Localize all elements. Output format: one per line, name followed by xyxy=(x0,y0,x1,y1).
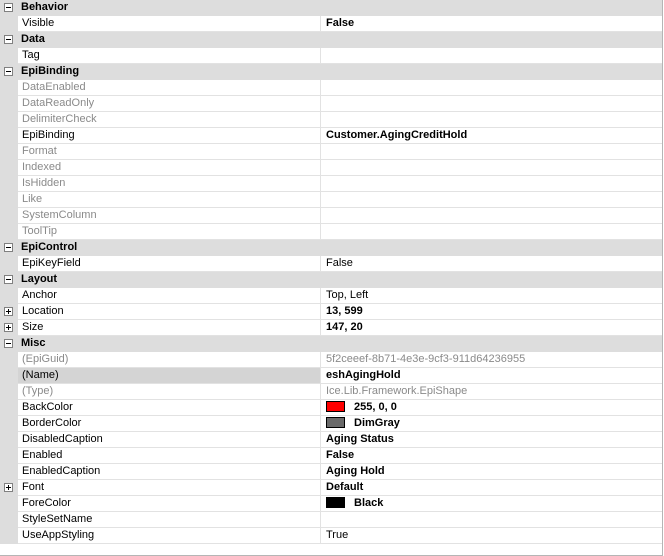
property-value[interactable] xyxy=(322,368,662,383)
category-label: Layout xyxy=(21,273,58,285)
property-name: (Type) xyxy=(18,384,321,399)
property-value-text: 5f2ceeef-8b71-4e3e-9cf3-911d64236955 xyxy=(326,353,526,365)
property-name: EpiKeyField xyxy=(18,256,321,271)
property-value xyxy=(322,96,662,111)
property-row-epiguid[interactable] xyxy=(0,352,662,368)
property-name: Anchor xyxy=(18,288,321,303)
property-value[interactable] xyxy=(322,256,662,271)
property-value xyxy=(322,80,662,95)
property-value xyxy=(322,208,662,223)
category-header-epibinding[interactable] xyxy=(0,64,662,80)
property-name: EnabledCaption xyxy=(18,464,321,479)
row-gutter xyxy=(0,48,18,64)
row-gutter xyxy=(0,304,18,320)
color-swatch-icon xyxy=(326,401,345,412)
property-row-disabledcaption[interactable] xyxy=(0,432,662,448)
property-row-anchor[interactable] xyxy=(0,288,662,304)
property-name: Indexed xyxy=(18,160,321,175)
collapse-icon[interactable] xyxy=(4,3,13,12)
property-name: SystemColumn xyxy=(18,208,321,223)
property-row-size[interactable] xyxy=(0,320,662,336)
property-name: EpiBinding xyxy=(18,128,321,143)
property-name: Format xyxy=(18,144,321,159)
row-gutter xyxy=(0,512,18,528)
property-name: Font xyxy=(18,480,321,495)
row-gutter xyxy=(0,208,18,224)
property-row-datareadonly[interactable] xyxy=(0,96,662,112)
collapse-icon[interactable] xyxy=(4,243,13,252)
color-swatch-icon xyxy=(326,417,345,428)
property-name: DataEnabled xyxy=(18,80,321,95)
property-name: DisabledCaption xyxy=(18,432,321,447)
property-value-text: eshAgingHold xyxy=(326,369,401,381)
collapse-icon[interactable] xyxy=(4,339,13,348)
property-value-text: Top, Left xyxy=(326,289,369,301)
property-value-text: False xyxy=(326,17,355,29)
property-value[interactable] xyxy=(322,320,662,335)
property-row-tag[interactable] xyxy=(0,48,662,64)
row-gutter xyxy=(0,112,18,128)
property-value[interactable] xyxy=(322,304,662,319)
property-value-text: 255, 0, 0 xyxy=(354,401,397,413)
row-gutter xyxy=(0,224,18,240)
property-value xyxy=(322,384,662,399)
property-value[interactable] xyxy=(322,464,662,479)
category-header-misc[interactable] xyxy=(0,336,662,352)
property-row-systemcolumn[interactable] xyxy=(0,208,662,224)
property-value-text: 147, 20 xyxy=(326,321,363,333)
expand-icon[interactable] xyxy=(4,483,13,492)
row-gutter xyxy=(0,352,18,368)
property-value-text: 13, 599 xyxy=(326,305,363,317)
property-name: UseAppStyling xyxy=(18,528,321,543)
row-gutter xyxy=(0,96,18,112)
row-gutter xyxy=(0,144,18,160)
row-gutter xyxy=(0,80,18,96)
property-value-text: Ice.Lib.Framework.EpiShape xyxy=(326,385,468,397)
row-gutter xyxy=(0,400,18,416)
category-header-layout[interactable] xyxy=(0,272,662,288)
property-name: BackColor xyxy=(18,400,321,415)
collapse-icon[interactable] xyxy=(4,35,13,44)
property-value-text: Customer.AgingCreditHold xyxy=(326,129,468,141)
property-row-format[interactable] xyxy=(0,144,662,160)
property-name: ToolTip xyxy=(18,224,321,239)
property-value[interactable] xyxy=(322,448,662,463)
property-row-indexed[interactable] xyxy=(0,160,662,176)
property-row-font[interactable] xyxy=(0,480,662,496)
property-value[interactable] xyxy=(322,16,662,31)
collapse-icon[interactable] xyxy=(4,275,13,284)
property-value xyxy=(322,192,662,207)
property-name: Enabled xyxy=(18,448,321,463)
row-gutter xyxy=(0,192,18,208)
category-label: Data xyxy=(21,33,45,45)
property-name: (EpiGuid) xyxy=(18,352,321,367)
property-row-epibinding[interactable] xyxy=(0,128,662,144)
row-gutter xyxy=(0,256,18,272)
property-row-location[interactable] xyxy=(0,304,662,320)
collapse-icon[interactable] xyxy=(4,67,13,76)
expand-icon[interactable] xyxy=(4,323,13,332)
row-gutter xyxy=(0,528,18,544)
property-value[interactable] xyxy=(322,400,662,415)
property-row-delimitercheck[interactable] xyxy=(0,112,662,128)
property-value[interactable] xyxy=(322,48,662,63)
color-swatch-icon xyxy=(326,497,345,508)
property-row-ishidden[interactable] xyxy=(0,176,662,192)
property-name: DelimiterCheck xyxy=(18,112,321,127)
property-value[interactable] xyxy=(322,512,662,527)
property-value[interactable] xyxy=(322,432,662,447)
row-gutter xyxy=(0,464,18,480)
row-gutter xyxy=(0,320,18,336)
row-gutter xyxy=(0,432,18,448)
property-row-stylesetname[interactable] xyxy=(0,512,662,528)
property-name: Visible xyxy=(18,16,321,31)
property-value-text: Default xyxy=(326,481,364,493)
row-gutter xyxy=(0,128,18,144)
category-label: EpiBinding xyxy=(21,65,80,77)
property-row-like[interactable] xyxy=(0,192,662,208)
row-gutter xyxy=(0,384,18,400)
property-name: IsHidden xyxy=(18,176,321,191)
property-value[interactable] xyxy=(322,416,662,431)
property-value[interactable] xyxy=(322,128,662,143)
category-label: EpiControl xyxy=(21,241,78,253)
property-value[interactable] xyxy=(322,496,662,511)
row-gutter xyxy=(0,496,18,512)
row-gutter xyxy=(0,176,18,192)
row-gutter xyxy=(0,480,18,496)
row-gutter xyxy=(0,416,18,432)
property-name: StyleSetName xyxy=(18,512,321,527)
property-name: BorderColor xyxy=(18,416,321,431)
property-value-text: Aging Hold xyxy=(326,465,385,477)
category-header-behavior[interactable] xyxy=(0,0,662,16)
property-value-text: Black xyxy=(354,497,384,509)
property-value-text: True xyxy=(326,529,349,541)
property-row-enabledcaption[interactable] xyxy=(0,464,662,480)
property-name: Like xyxy=(18,192,321,207)
category-header-epicontrol[interactable] xyxy=(0,240,662,256)
property-value xyxy=(322,112,662,127)
property-value-text: False xyxy=(326,257,353,269)
property-row-bordercolor[interactable] xyxy=(0,416,662,432)
category-label: Behavior xyxy=(21,1,69,13)
property-name: DataReadOnly xyxy=(18,96,321,111)
property-row-dataenabled[interactable] xyxy=(0,80,662,96)
property-value-text: Aging Status xyxy=(326,433,394,445)
row-gutter xyxy=(0,288,18,304)
property-name: Size xyxy=(18,320,321,335)
property-name: (Name) xyxy=(18,368,321,383)
property-row-enabled[interactable] xyxy=(0,448,662,464)
property-row-tooltip[interactable] xyxy=(0,224,662,240)
property-name: Location xyxy=(18,304,321,319)
property-value-text: DimGray xyxy=(354,417,400,429)
property-value-text: False xyxy=(326,449,355,461)
property-name: Tag xyxy=(18,48,321,63)
property-row-name[interactable] xyxy=(0,368,662,384)
row-gutter xyxy=(0,368,18,384)
property-row-type[interactable] xyxy=(0,384,662,400)
expand-icon[interactable] xyxy=(4,307,13,316)
property-row-useappstyling[interactable] xyxy=(0,528,662,544)
row-gutter xyxy=(0,160,18,176)
row-gutter xyxy=(0,16,18,32)
property-row-forecolor[interactable] xyxy=(0,496,662,512)
property-row-epikeyfield[interactable] xyxy=(0,256,662,272)
property-value xyxy=(322,144,662,159)
category-header-data[interactable] xyxy=(0,32,662,48)
property-value xyxy=(322,176,662,191)
property-value xyxy=(322,160,662,175)
property-name: ForeColor xyxy=(18,496,321,511)
property-row-backcolor[interactable] xyxy=(0,400,662,416)
property-value xyxy=(322,352,662,367)
property-row-visible[interactable] xyxy=(0,16,662,32)
row-gutter xyxy=(0,448,18,464)
property-value xyxy=(322,224,662,239)
property-value[interactable] xyxy=(322,528,662,543)
property-value[interactable] xyxy=(322,480,662,495)
property-value[interactable] xyxy=(322,288,662,303)
category-label: Misc xyxy=(21,337,46,349)
